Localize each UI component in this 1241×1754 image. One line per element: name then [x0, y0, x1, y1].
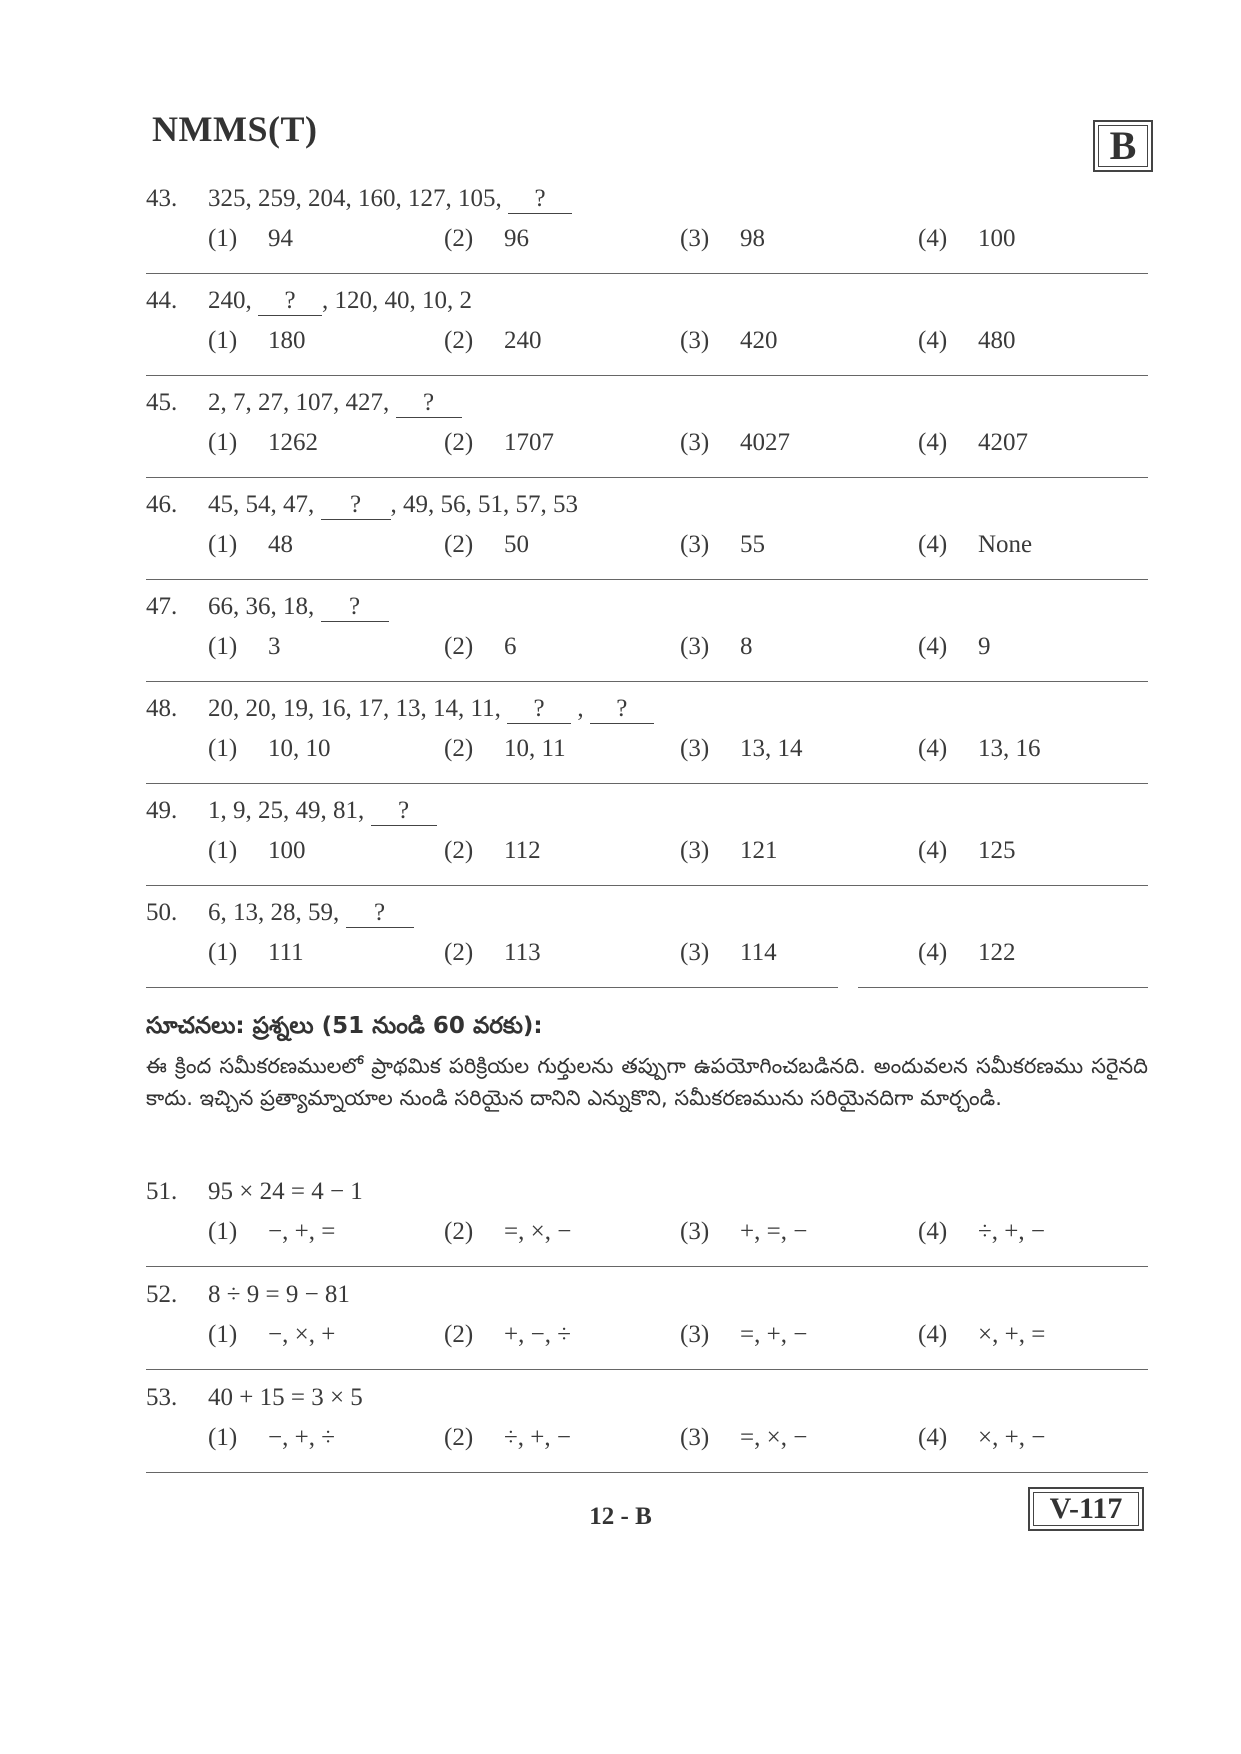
question-stem — [146, 1384, 363, 1412]
question-50 — [0, 899, 1241, 1001]
divider — [146, 681, 1148, 682]
answer-blank: ? — [371, 797, 437, 826]
option-1: (1) −, +, ÷ — [208, 1424, 335, 1451]
divider — [146, 885, 1148, 886]
option-3: (3) 13, 14 — [680, 735, 803, 762]
option-4: (4) 4207 — [918, 429, 1028, 456]
option-4: (4) 122 — [918, 939, 1016, 966]
divider — [146, 273, 1148, 274]
question-number: 44. — [146, 287, 178, 314]
option-1: (1) 100 — [208, 837, 306, 864]
option-4: (4) ×, +, − — [918, 1424, 1046, 1451]
question-45 — [0, 389, 1241, 491]
question-47 — [0, 593, 1241, 695]
option-3: (3) 55 — [680, 531, 765, 558]
answer-blank: ? — [396, 389, 462, 418]
divider — [146, 477, 1148, 478]
question-number: 48. — [146, 695, 178, 722]
option-2: (2) 112 — [444, 837, 541, 864]
question-stem: 44. 240, ? , 120, 40, 10, 2 — [146, 287, 472, 314]
set-label-box: B — [1093, 120, 1153, 172]
option-3: (3) 114 — [680, 939, 777, 966]
question-53 — [0, 1384, 1241, 1486]
question-number: 50. — [146, 899, 178, 926]
question-stem: 46. 45, 54, 47, ? , 49, 56, 51, 57, 53 — [146, 491, 578, 518]
question-text: 325, 259, 204, 160, 127, 105, — [208, 185, 508, 212]
option-3: (3) 420 — [680, 327, 778, 354]
option-2: (2) 113 — [444, 939, 541, 966]
divider — [146, 1266, 1148, 1267]
option-2: (2) +, −, ÷ — [444, 1321, 571, 1348]
question-stem: 45. 2, 7, 27, 107, 427, ? — [146, 389, 462, 418]
answer-blank: ? — [258, 287, 322, 316]
option-2: (2) =, ×, − — [444, 1218, 572, 1245]
option-1: (1) 1262 — [208, 429, 318, 456]
option-4: (4) None — [918, 531, 1033, 558]
option-2: (2) ÷, +, − — [444, 1424, 571, 1451]
question-stem — [146, 185, 572, 214]
option-3: (3) =, ×, − — [680, 1424, 808, 1451]
option-1: (1) 180 — [208, 327, 306, 354]
answer-blank-2: ? — [590, 695, 654, 724]
option-4: (4) ×, +, = — [918, 1321, 1046, 1348]
divider — [146, 1472, 1148, 1473]
question-48 — [0, 695, 1241, 797]
question-51 — [0, 1178, 1241, 1280]
option-1: (1) 94 — [208, 225, 293, 252]
equation-text: 8 ÷ 9 = 9 − 81 — [208, 1281, 350, 1308]
option-3: (3) 121 — [680, 837, 778, 864]
equation-text: 40 + 15 = 3 × 5 — [208, 1384, 363, 1411]
question-number: 53. — [146, 1384, 178, 1411]
question-number: 43. — [146, 185, 178, 212]
divider — [146, 579, 1148, 580]
option-4: (4) 13, 16 — [918, 735, 1041, 762]
answer-blank: ? — [346, 899, 414, 928]
divider — [146, 375, 1148, 376]
question-49 — [0, 797, 1241, 899]
question-52 — [0, 1281, 1241, 1383]
option-2: (2) 96 — [444, 225, 529, 252]
option-2: (2) 240 — [444, 327, 542, 354]
page-number: 12 - B — [589, 1503, 652, 1530]
option-1: (1) 3 — [208, 633, 281, 660]
question-number: 45. — [146, 389, 178, 416]
answer-blank: ? — [321, 593, 389, 622]
divider-right — [858, 987, 1148, 988]
question-stem: 47. 66, 36, 18, ? — [146, 593, 389, 622]
question-stem: 50. 6, 13, 28, 59, ? — [146, 899, 414, 928]
option-2: (2) 1707 — [444, 429, 554, 456]
option-2: (2) 6 — [444, 633, 517, 660]
question-43 — [0, 185, 1241, 287]
question-stem — [146, 1281, 350, 1309]
option-2: (2) 50 — [444, 531, 529, 558]
question-46 — [0, 491, 1241, 593]
question-number: 51. — [146, 1178, 178, 1205]
divider-left — [146, 987, 838, 988]
question-stem — [146, 1178, 363, 1206]
option-3: (3) 8 — [680, 633, 753, 660]
question-number: 47. — [146, 593, 178, 620]
answer-blank: ? — [321, 491, 391, 520]
booklet-code-box: V-117 — [1028, 1487, 1144, 1531]
equation-text: 95 × 24 = 4 − 1 — [208, 1178, 363, 1205]
option-4: (4) 480 — [918, 327, 1016, 354]
option-3: (3) +, =, − — [680, 1218, 808, 1245]
option-4: (4) 9 — [918, 633, 991, 660]
option-3: (3) 4027 — [680, 429, 790, 456]
option-1: (1) −, ×, + — [208, 1321, 336, 1348]
option-4: (4) ÷, +, − — [918, 1218, 1045, 1245]
option-1: (1) 111 — [208, 939, 304, 966]
answer-blank: ? — [507, 695, 571, 724]
divider — [146, 1369, 1148, 1370]
question-stem: 49. 1, 9, 25, 49, 81, ? — [146, 797, 437, 826]
option-1: (1) 48 — [208, 531, 293, 558]
question-number: 46. — [146, 491, 178, 518]
question-number: 52. — [146, 1281, 178, 1308]
instructions-text: ఈ క్రింద సమీకరణములలో ప్రాథమిక పరిక్రియల గుర్తులను తప్పుగా ఉపయోగించబడినది. అందువలన సమీకరణము సరైనది కాదు. ఇచ్చిన ప్రత్యామ్నాయాల నుండి సరియైన దానిని ఎన్నుకొని, సమీకరణమును సరియైనదిగా మార్చండి. — [146, 1054, 1148, 1110]
page-title: NMMS(T) — [152, 109, 318, 149]
answer-blank: ? — [508, 185, 572, 214]
option-4: (4) 125 — [918, 837, 1016, 864]
option-4: (4) 100 — [918, 225, 1016, 252]
option-1: (1) 10, 10 — [208, 735, 331, 762]
option-1: (1) −, +, = — [208, 1218, 336, 1245]
question-44 — [0, 287, 1241, 389]
option-2: (2) 10, 11 — [444, 735, 566, 762]
divider — [146, 783, 1148, 784]
instructions-heading: సూచనలు: ప్రశ్నలు (51 నుండి 60 వరకు): — [146, 1013, 543, 1039]
question-number: 49. — [146, 797, 178, 824]
option-3: (3) 98 — [680, 225, 765, 252]
question-stem: 48. 20, 20, 19, 16, 17, 13, 14, 11, ? , ? — [146, 695, 654, 724]
option-3: (3) =, +, − — [680, 1321, 808, 1348]
